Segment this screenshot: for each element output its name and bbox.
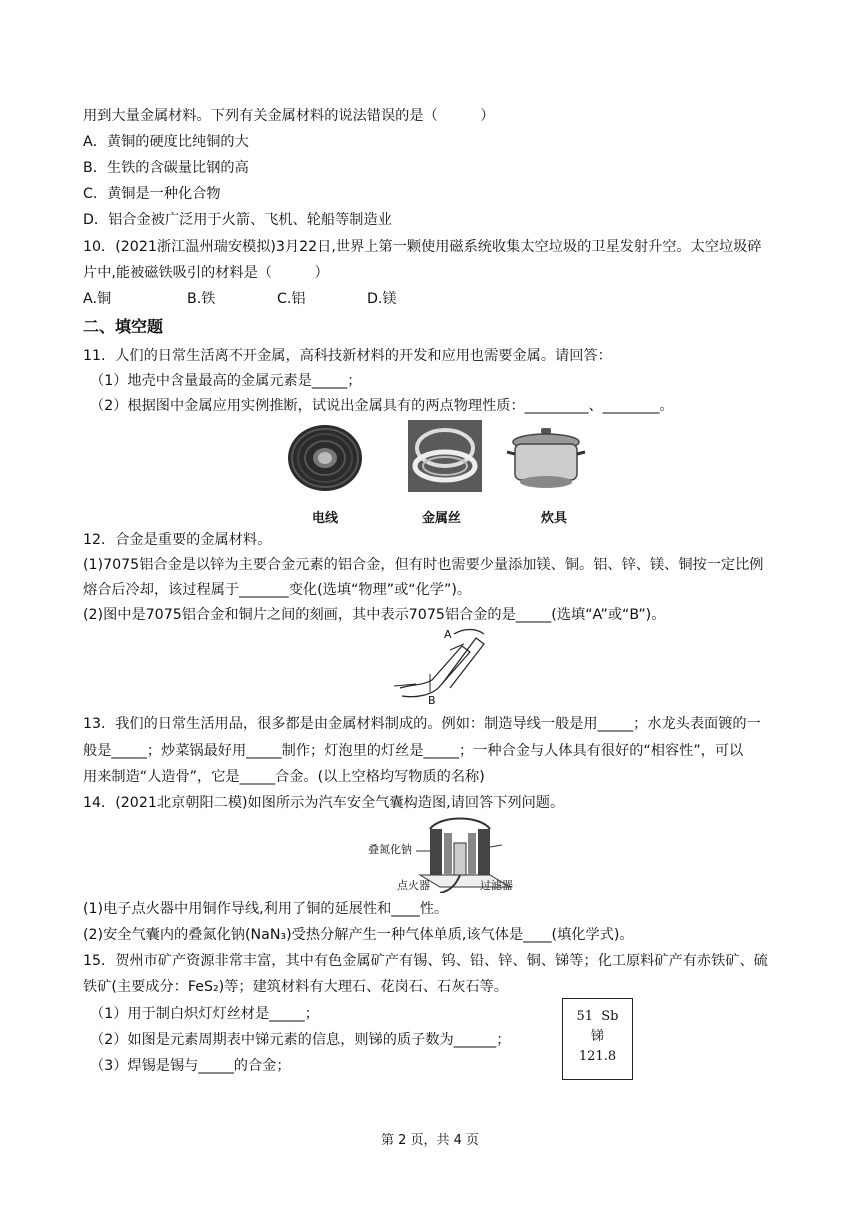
caption-cookware: 炊具 [541,511,568,526]
wire-coil-image [285,420,365,498]
question-13-cont-2: 用来制造“人造骨”，它是_____合金。(以上空格均写物质的名称) [83,769,485,785]
label-b: B [428,694,436,707]
question-15-part-3: （3）焊锡是锡与_____的合金； [90,1058,291,1074]
question-9-stem-end: 用到大量金属材料。下列有关金属材料的说法错误的是（ ） [83,108,495,124]
atomic-number: 51 [576,1009,594,1024]
question-12-part-1-cont: 熔合后冷却，该过程属于_______变化(选填“物理”或“化学”)。 [83,582,472,598]
question-15: 15．贺州市矿产资源非常丰富，其中有色金属矿产有锡、钨、铅、锌、铜、锑等；化工原料矿产有赤铁矿、硫 [83,953,768,969]
pot-image [505,428,587,496]
label-sodium-azide: 叠氮化钠 [368,843,412,856]
page-footer: 第 2 页，共 4 页 [380,1133,480,1148]
atomic-mass: 121.8 [578,1049,617,1064]
question-11-part-2: （2）根据图中金属应用实例推断，试说出金属具有的两点物理性质：_________、________。 [90,398,674,414]
question-11: 11．人们的日常生活离不开金属，高科技新材料的开发和应用也需要金属。请回答： [83,348,612,364]
label-a: A [444,628,452,641]
label-filter: 过滤器 [480,879,513,892]
option-d: D.镁 [367,291,397,307]
scratch-diagram [392,626,492,708]
element-name: 锑 [590,1029,604,1044]
question-12-part-2: (2)图中是7075铝合金和铜片之间的刻画，其中表示7075铝合金的是_____(选填“A”或“B”)。 [83,607,666,623]
question-14-part-2: (2)安全气囊内的叠氮化钠(NaN₃)受热分解产生一种气体单质,该气体是____(填化学式)。 [83,927,634,943]
question-12: 12．合金是重要的金属材料。 [83,532,272,548]
option-a: A.铜 [83,291,112,307]
caption-metal-wire: 金属丝 [422,511,462,526]
question-10-options [83,289,397,309]
section-heading: 二、填空题 [83,317,164,336]
option-b: B．生铁的含碳量比钢的高 [83,160,249,176]
label-igniter: 点火器 [397,879,430,892]
question-12-part-1: (1)7075铝合金是以锌为主要合金元素的铝合金，但有时也需要少量添加镁、铜。铝、锌、镁、铜按一定比例 [83,557,764,573]
question-13: 13．我们的日常生活用品，很多都是由金属材料制成的。例如：制造导线一般是用_____；水龙头表面镀的一 [83,716,761,732]
metal-wire-image [408,420,482,492]
question-10: 10．(2021浙江温州瑞安模拟)3月22日,世界上第一颗使用磁系统收集太空垃圾的卫星发射升空。太空垃圾碎 [83,239,762,255]
option-c: C.铝 [277,291,306,307]
question-15-part-1: （1）用于制白炽灯灯丝材是_____； [90,1006,319,1022]
element-header [563,1007,632,1027]
caption-wire: 电线 [312,511,339,526]
question-11-part-1: （1）地壳中含量最高的金属元素是_____； [90,373,362,389]
question-15-cont: 铁矿(主要成分：FeS₂)等；建筑材料有大理石、花岗石、石灰石等。 [83,979,508,995]
element-symbol: Sb [601,1009,619,1024]
option-c: C．黄铜是一种化合物 [83,186,221,202]
option-d: D．铝合金被广泛用于火箭、飞机、轮船等制造业 [83,212,392,228]
element-tile [562,998,633,1080]
question-14-part-1: (1)电子点火器中用铜作导线,利用了铜的延展性和____性。 [83,901,449,917]
question-13-cont-1: 般是_____；炒菜锅最好用_____制作；灯泡里的灯丝是_____；一种合金与人体具有很好的“相容性”，可以 [83,743,744,759]
question-15-part-2: （2）如图是元素周期表中锑元素的信息，则锑的质子数为______； [90,1032,511,1048]
option-a: A．黄铜的硬度比纯铜的大 [83,134,249,150]
option-b: B.铁 [187,291,216,307]
question-14: 14．(2021北京朝阳二模)如图所示为汽车安全气囊构造图,请回答下列问题。 [83,795,565,811]
question-10-cont: 片中,能被磁铁吸引的材料是（ ） [83,265,329,281]
